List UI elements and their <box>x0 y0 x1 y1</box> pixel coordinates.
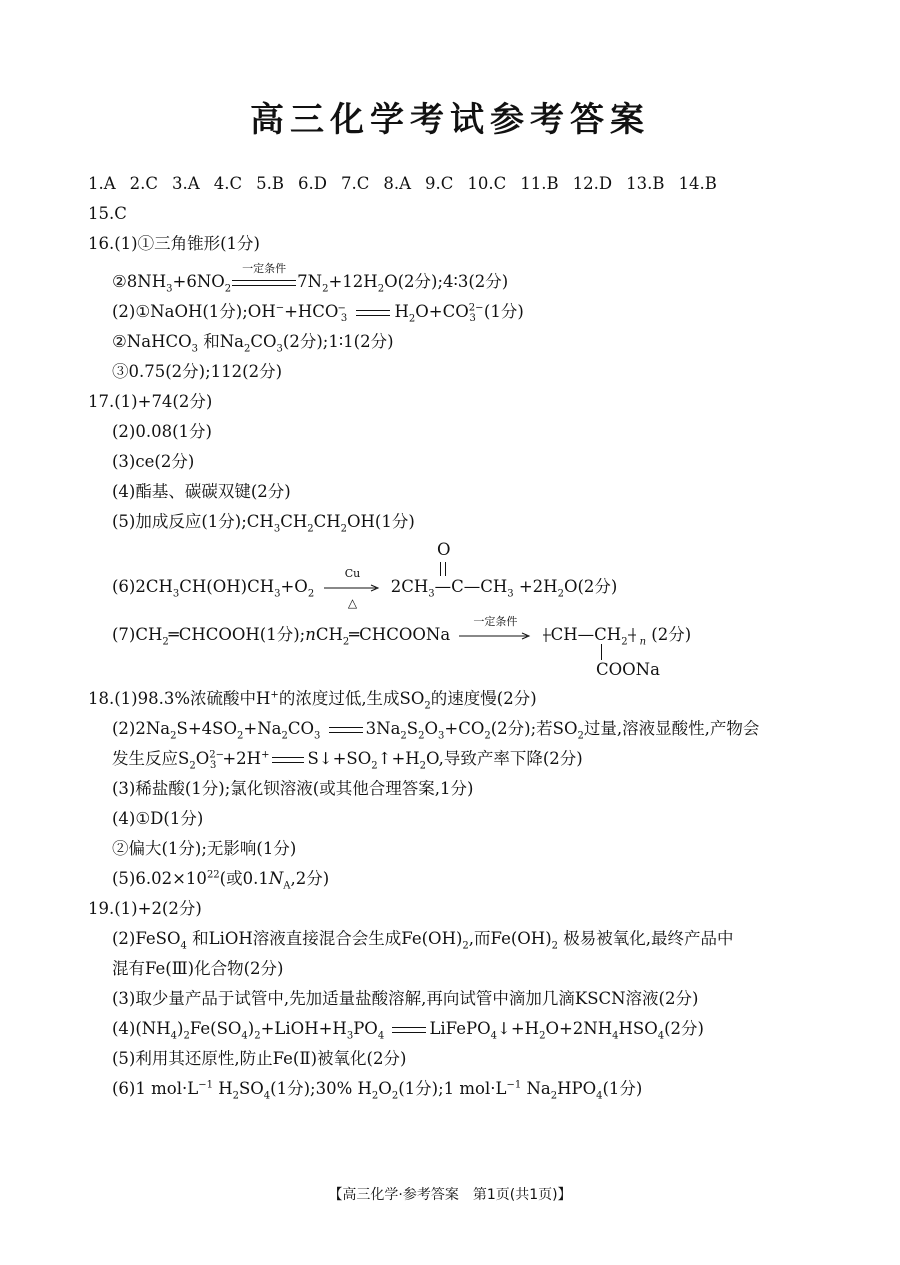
page-title: 高三化学考试参考答案 <box>250 100 650 140</box>
mc-answer: 4.C <box>213 174 243 193</box>
mc-answer: 10.C <box>467 174 507 193</box>
q18-line3: 发生反应$S_2O^{2-}_3 +2H^+$ $S↓+SO_2↑+H_2O$,导致产率下降(2分) <box>112 749 583 772</box>
q18-line5: (4)①D(1分) <box>112 809 204 828</box>
mc-answer: 13.B <box>626 174 665 193</box>
q16-line5: ③0.75(2分);112(2分) <box>112 362 283 381</box>
mc-answer: 15.C <box>88 204 127 223</box>
mc-answer: 2.C <box>129 174 159 193</box>
mc-answer: 12.D <box>572 174 613 193</box>
heat-label: △ <box>347 596 358 610</box>
mc-answer: 3.A <box>172 174 200 193</box>
substituent-bond <box>601 644 602 660</box>
q18-line6: ②偏大(1分);无影响(1分) <box>112 839 297 858</box>
reaction-condition: 一定条件 <box>242 262 287 275</box>
mc-answer: 6.D <box>297 174 327 193</box>
mc-answer: 1.A <box>88 174 116 193</box>
q16-line2: $②8NH_3+6NO_2$ 一定条件 $7N_2+12H_2O(2$分);4∶3(2分) <box>112 271 508 293</box>
polymer-bracket-right-icon <box>628 627 640 643</box>
q17-line6: $(6)2CH_3CH(OH)CH_3+O_2$ Cu △ $2CH_3—C—CH_3 +2H_2O(2$分) <box>112 576 617 598</box>
q19-line7: (6)1 $mol\cdot L^{-1}$ $H_2SO_4(1$分);30% $H_2O_2(1$分);1 $mol\cdot L^{-1}$ $Na_2HPO_4(1$分) <box>112 1079 643 1102</box>
polymer-bracket-left-icon <box>541 627 551 643</box>
carbonyl-oxygen: O <box>437 540 451 559</box>
mc-answer: 7.C <box>340 174 370 193</box>
carbonyl-double-bond <box>440 562 446 576</box>
q17-line1: 17.(1)+74(2分) <box>88 392 213 411</box>
mc-answer: 11.B <box>520 174 559 193</box>
reaction-condition: 一定条件 <box>473 615 518 628</box>
q18-line7: $(5)6.02\times 10^{22}$(或$0.1N_A,2$分) <box>112 869 330 892</box>
mc-answers-row1 <box>88 173 731 195</box>
q17-line4: (4)酯基、碳碳双键(2分) <box>112 482 291 501</box>
polymer-substituent: COONa <box>596 660 660 679</box>
q17-line7: $(7)CH_2═CHCOOH(1$分);nCH$_2$═CHCOONa 一定条件 $CH—CH_2$ $_n$ (2分) <box>112 624 691 646</box>
mc-answer: 9.C <box>425 174 454 193</box>
q18-line1: 18.(1)98.3%浓硫酸中H+的浓度过低,生成$SO_2$的速度慢(2分) <box>88 689 537 712</box>
q18-line2: $(2)2Na_2S+4SO_2+Na_2CO_3$ $3Na_2S_2O_3+CO_2(2$分);若$SO_2$过量,溶液显酸性,产物会 <box>112 719 760 742</box>
mc-answer: 8.A <box>383 174 411 193</box>
q19-line4: (3)取少量产品于试管中,先加适量盐酸溶解,再向试管中滴加几滴KSCN溶液(2分) <box>112 989 699 1008</box>
q19-line3: 混有Fe(Ⅲ)化合物(2分) <box>112 959 284 978</box>
catalyst-label: Cu <box>344 567 361 580</box>
q19-line5: $(4)(NH_4)_2Fe(SO_4)_2+LiOH+H_3PO_4$ $LiFePO_4↓+H_2O+2NH_4HSO_4(2$分) <box>112 1019 704 1042</box>
q19-line2: (2)FeSO$_4$ 和LiOH溶液直接混合会生成$Fe(OH)_2$,而$Fe(OH)_2$ 极易被氧化,最终产品中 <box>112 929 734 952</box>
q19-line6: (5)利用其还原性,防止Fe(Ⅱ)被氧化(2分) <box>112 1049 407 1068</box>
mc-answer: 5.B <box>256 174 284 193</box>
q16-line4: ②NaHCO$_3$ 和$Na_2CO_3(2$分);1∶1(2分) <box>112 332 394 355</box>
q19-line1: 19.(1)+2(2分) <box>88 899 202 918</box>
q16-line1: 16.(1)①三角锥形(1分) <box>88 234 260 253</box>
q18-line4: (3)稀盐酸(1分);氯化钡溶液(或其他合理答案,1分) <box>112 779 474 798</box>
mc-answer: 14.B <box>678 174 717 193</box>
page-footer: 【高三化学·参考答案 第1页(共1页)】 <box>328 1187 572 1203</box>
q17-line2: (2)0.08(1分) <box>112 422 212 441</box>
q17-line3: (3)ce(2分) <box>112 452 195 471</box>
q17-line5: (5)加成反应(1分)$;CH_3CH_2CH_2OH(1$分) <box>112 512 415 535</box>
q16-line3: (2)①NaOH(1分)$;OH^-+HCO^-_3$ $H_2O+CO^{2-}_3$ (1分) <box>112 302 524 325</box>
